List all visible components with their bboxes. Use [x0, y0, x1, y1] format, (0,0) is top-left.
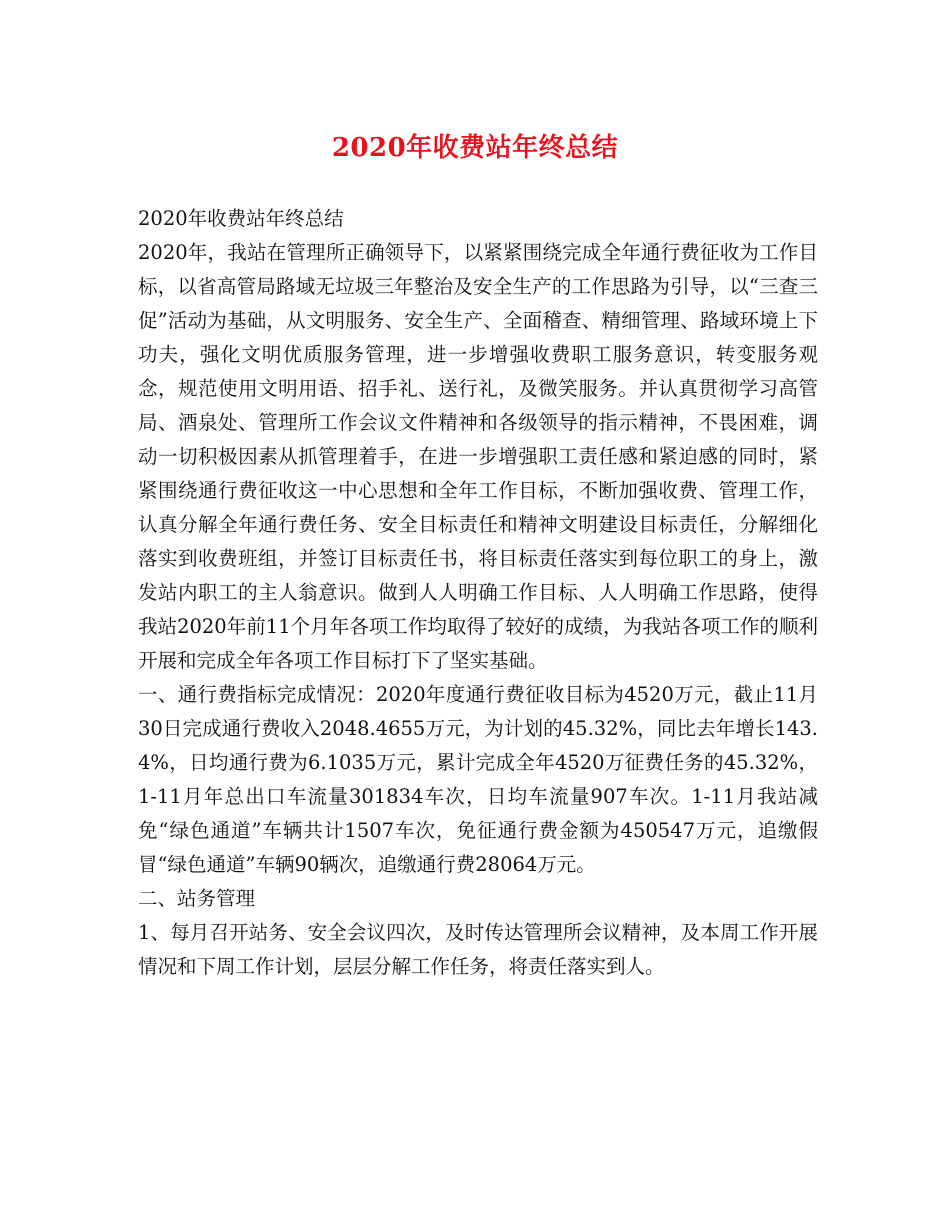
document-body [138, 202, 818, 984]
paragraph-toll-targets: 一、通行费指标完成情况：2020年度通行费征收目标为4520万元，截止11月30日完成通行费收入2048.4655万元，为计划的45.32%，同比去年增长143.4%，日均通行费为6.1035万元，累计完成全年4520万征费任务的45.32%，1-11月年总出口车流量301834车次，日均车流量907车次。1-11月我站减免“绿色通道”车辆共计1507车次，免征通行费金额为450547万元，追缴假冒“绿色通道”车辆90辆次，追缴通行费28064万元。 [138, 683, 818, 876]
paragraph-station-meetings: 1、每月召开站务、安全会议四次，及时传达管理所会议精神，及本周工作开展情况和下周工作计划，层层分解工作任务，将责任落实到人。 [138, 921, 818, 978]
paragraph-intro: 2020年，我站在管理所正确领导下，以紧紧围绕完成全年通行费征收为工作目标，以省高管局路域无垃圾三年整治及安全生产的工作思路为引导，以“三查三促”活动为基础，从文明服务、安全生产、全面稽查、精细管理、路域环境上下功夫，强化文明优质服务管理，进一步增强收费职工服务意识，转变服务观念，规范使用文明用语、招手礼、送行礼，及微笑服务。并认真贯彻学习高管局、酒泉处、管理所工作会议文件精神和各级领导的指示精神，不畏困难，调动一切积极因素从抓管理着手，在进一步增强职工责任感和紧迫感的同时，紧紧围绕通行费征收这一中心思想和全年工作目标，不断加强收费、管理工作，认真分解全年通行费任务、安全目标责任和精神文明建设目标责任，分解细化落实到收费班组，并签订目标责任书，将目标责任落实到每位职工的身上，激发站内职工的主人翁意识。做到人人明确工作目标、人人明确工作思路，使得我站2020年前11个月年各项工作均取得了较好的成绩，为我站各项工作的顺利开展和完成全年各项工作目标打下了坚实基础。 [138, 241, 818, 672]
paragraph-heading: 2020年收费站年终总结 [138, 207, 344, 230]
document-title: 2020年收费站年终总结 [331, 133, 619, 163]
paragraph-section-station-management: 二、站务管理 [138, 887, 256, 910]
